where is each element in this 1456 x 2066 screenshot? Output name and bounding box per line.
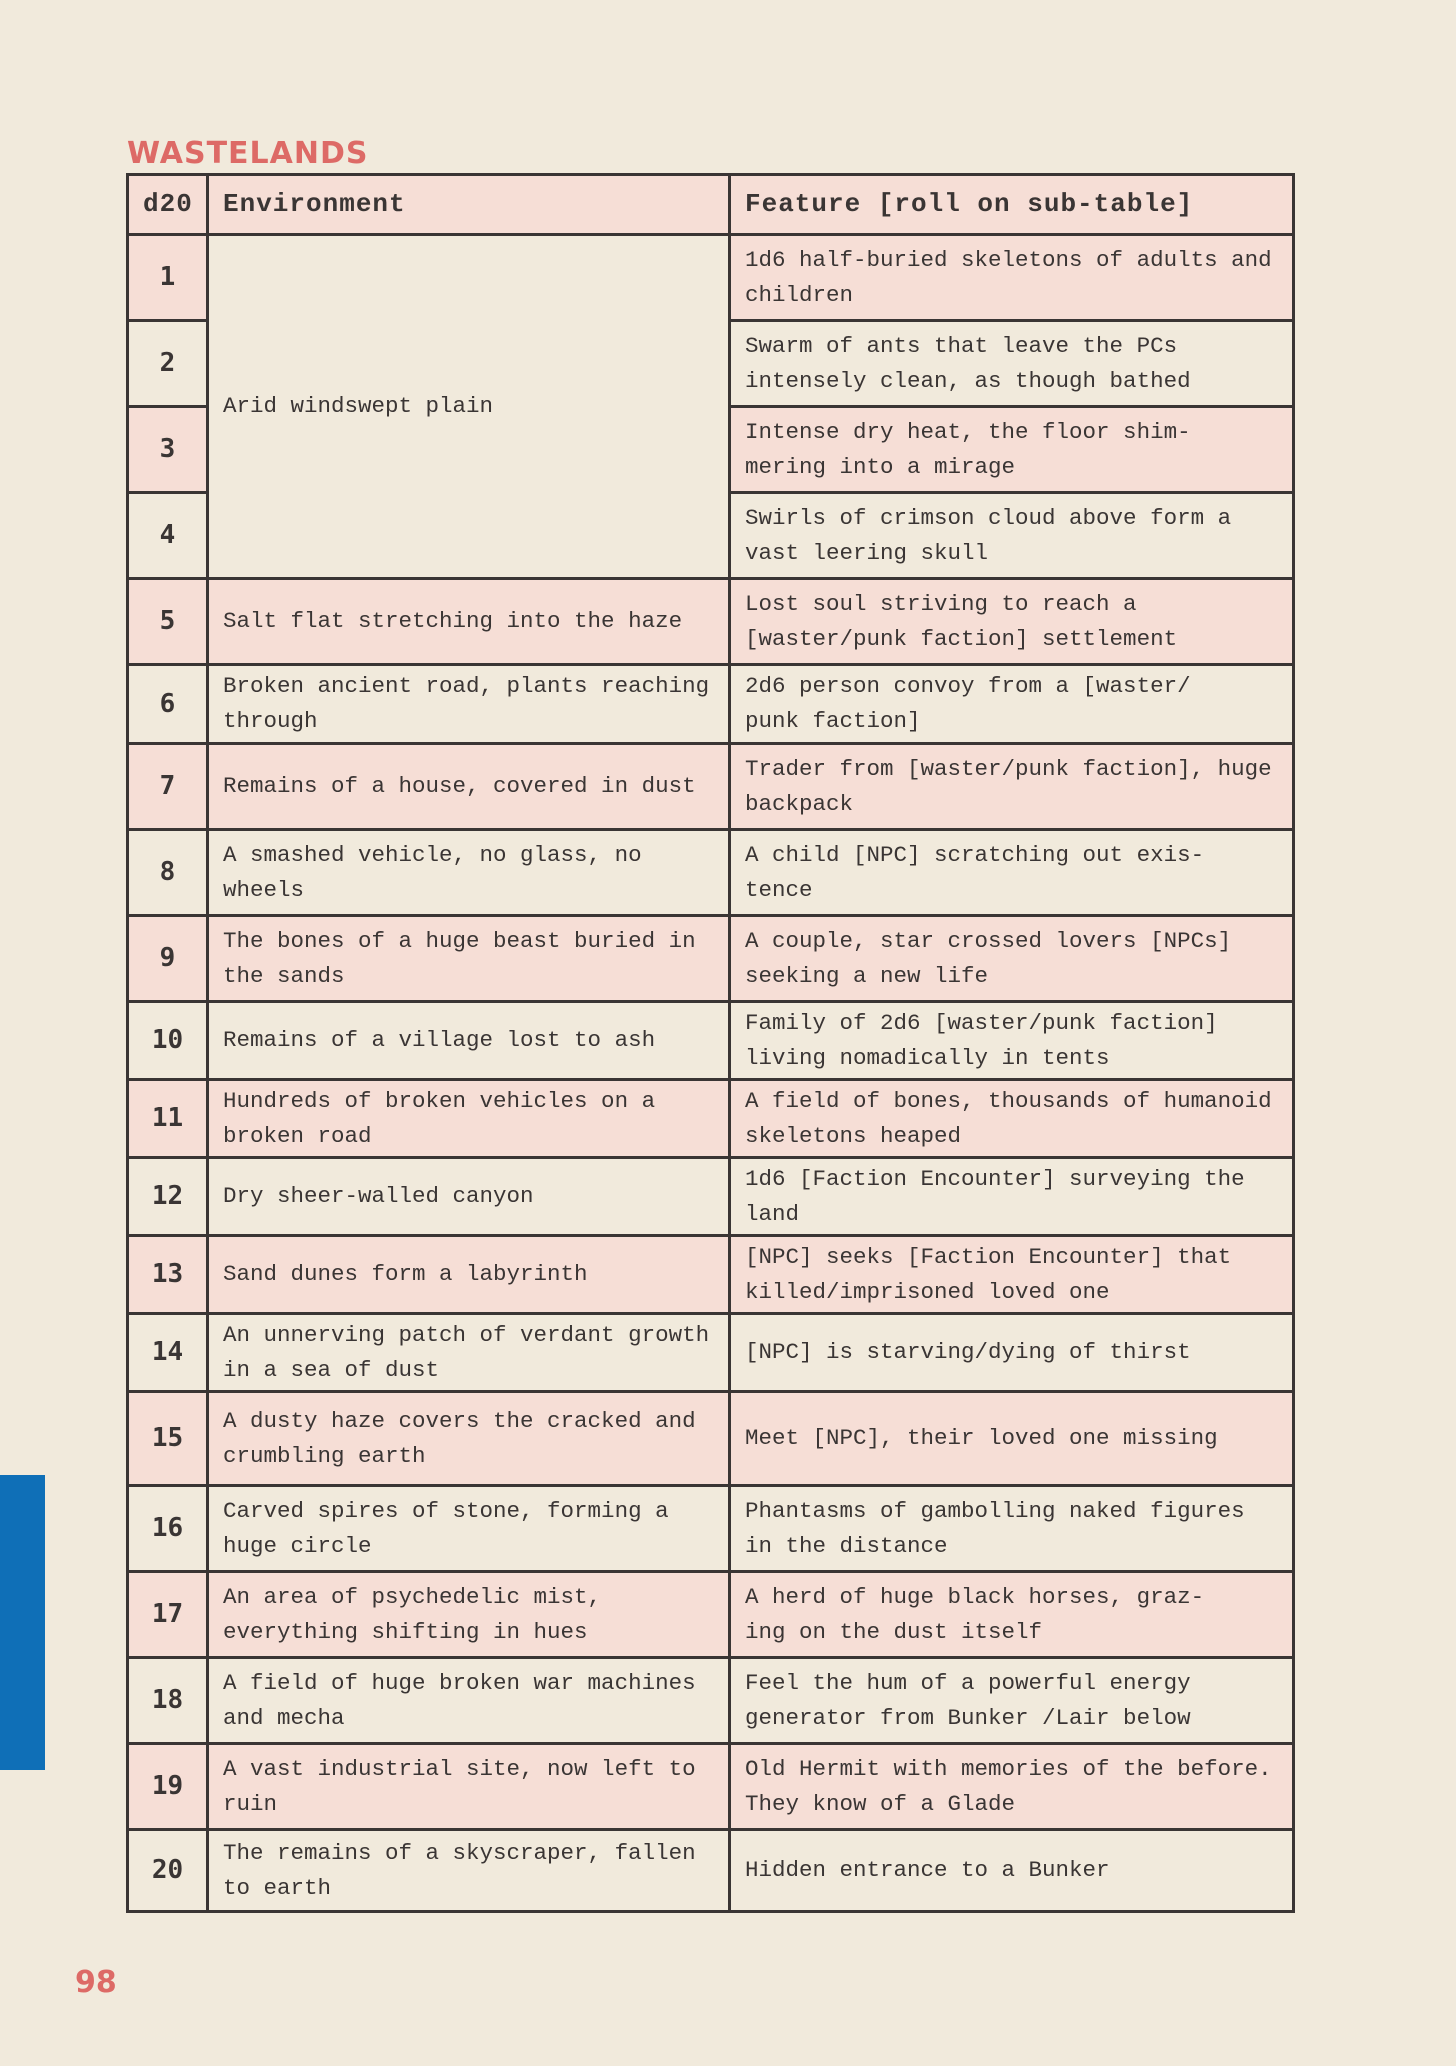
roll-number: 8 [128, 830, 208, 916]
table-row [128, 1830, 1294, 1912]
feature-cell: Old Hermit with memories of the before. They know of a Glade [730, 1744, 1294, 1830]
feature-cell: 2d6 person convoy from a [waster/ punk faction] [730, 665, 1294, 744]
environment-cell: A field of huge broken war machines and mecha [208, 1658, 730, 1744]
feature-cell: 1d6 [Faction Encounter] surveying the land [730, 1158, 1294, 1236]
roll-number: 7 [128, 744, 208, 830]
environment-cell: An area of psychedelic mist, everything shifting in hues [208, 1572, 730, 1658]
feature-cell: Swirls of crimson cloud above form a vast leering skull [730, 493, 1294, 579]
feature-cell: A couple, star crossed lovers [NPCs] seeking a new life [730, 916, 1294, 1002]
table-row [128, 1314, 1294, 1392]
feature-cell: Feel the hum of a powerful energy generator from Bunker /Lair below [730, 1658, 1294, 1744]
roll-number: 17 [128, 1572, 208, 1658]
table-header-row [128, 175, 1294, 235]
roll-number: 1 [128, 235, 208, 321]
environment-cell: Carved spires of stone, forming a huge circle [208, 1486, 730, 1572]
wastelands-table [126, 173, 1295, 1913]
roll-number: 18 [128, 1658, 208, 1744]
table-row [128, 1236, 1294, 1314]
feature-cell: A child [NPC] scratching out exis- tence [730, 830, 1294, 916]
environment-cell: A smashed vehicle, no glass, no wheels [208, 830, 730, 916]
roll-number: 20 [128, 1830, 208, 1912]
feature-cell: 1d6 half-buried skeletons of adults and children [730, 235, 1294, 321]
table-row [128, 1158, 1294, 1236]
table-row [128, 235, 1294, 321]
feature-cell: A field of bones, thousands of humanoid skeletons heaped [730, 1080, 1294, 1158]
feature-cell: A herd of huge black horses, graz- ing on the dust itself [730, 1572, 1294, 1658]
environment-cell: A dusty haze covers the cracked and crumbling earth [208, 1392, 730, 1486]
table-row [128, 830, 1294, 916]
feature-cell: Family of 2d6 [waster/punk faction] living nomadically in tents [730, 1002, 1294, 1080]
environment-cell: The bones of a huge beast buried in the sands [208, 916, 730, 1002]
environment-cell: Dry sheer-walled canyon [208, 1158, 730, 1236]
table-row [128, 1658, 1294, 1744]
roll-number: 11 [128, 1080, 208, 1158]
environment-cell: Salt flat stretching into the haze [208, 579, 730, 665]
feature-cell: Intense dry heat, the floor shim- mering into a mirage [730, 407, 1294, 493]
roll-number: 10 [128, 1002, 208, 1080]
environment-cell: An unnerving patch of verdant growth in a sea of dust [208, 1314, 730, 1392]
table-row [128, 1744, 1294, 1830]
header-d20: d20 [128, 175, 208, 235]
table-row [128, 916, 1294, 1002]
header-environment: Environment [208, 175, 730, 235]
feature-cell: Phantasms of gambolling naked figures in the distance [730, 1486, 1294, 1572]
roll-number: 5 [128, 579, 208, 665]
roll-number: 4 [128, 493, 208, 579]
feature-cell: Meet [NPC], their loved one missing [730, 1392, 1294, 1486]
environment-cell: Hundreds of broken vehicles on a broken road [208, 1080, 730, 1158]
table-row [128, 1080, 1294, 1158]
environment-cell: The remains of a skyscraper, fallen to earth [208, 1830, 730, 1912]
environment-cell: Arid windswept plain [208, 235, 730, 579]
table-row [128, 744, 1294, 830]
table-row [128, 579, 1294, 665]
roll-number: 19 [128, 1744, 208, 1830]
feature-cell: Hidden entrance to a Bunker [730, 1830, 1294, 1912]
roll-number: 9 [128, 916, 208, 1002]
roll-number: 16 [128, 1486, 208, 1572]
roll-number: 3 [128, 407, 208, 493]
environment-cell: A vast industrial site, now left to ruin [208, 1744, 730, 1830]
table-row [128, 665, 1294, 744]
roll-number: 15 [128, 1392, 208, 1486]
roll-number: 2 [128, 321, 208, 407]
feature-cell: [NPC] is starving/dying of thirst [730, 1314, 1294, 1392]
table-row [128, 1572, 1294, 1658]
feature-cell: [NPC] seeks [Faction Encounter] that killed/imprisoned loved one [730, 1236, 1294, 1314]
table-row [128, 1486, 1294, 1572]
page-number: 98 [75, 1965, 117, 2000]
roll-number: 6 [128, 665, 208, 744]
feature-cell: Swarm of ants that leave the PCs intensely clean, as though bathed [730, 321, 1294, 407]
roll-number: 12 [128, 1158, 208, 1236]
table-row [128, 1002, 1294, 1080]
feature-cell: Trader from [waster/punk faction], huge backpack [730, 744, 1294, 830]
roll-number: 14 [128, 1314, 208, 1392]
roll-number: 13 [128, 1236, 208, 1314]
feature-cell: Lost soul striving to reach a [waster/punk faction] settlement [730, 579, 1294, 665]
environment-cell: Sand dunes form a labyrinth [208, 1236, 730, 1314]
header-feature: Feature [roll on sub-table] [730, 175, 1294, 235]
environment-cell: Broken ancient road, plants reaching through [208, 665, 730, 744]
environment-cell: Remains of a house, covered in dust [208, 744, 730, 830]
table-row [128, 1392, 1294, 1486]
chapter-side-tab [0, 1475, 45, 1770]
environment-cell: Remains of a village lost to ash [208, 1002, 730, 1080]
page-title: WASTELANDS [127, 136, 369, 171]
